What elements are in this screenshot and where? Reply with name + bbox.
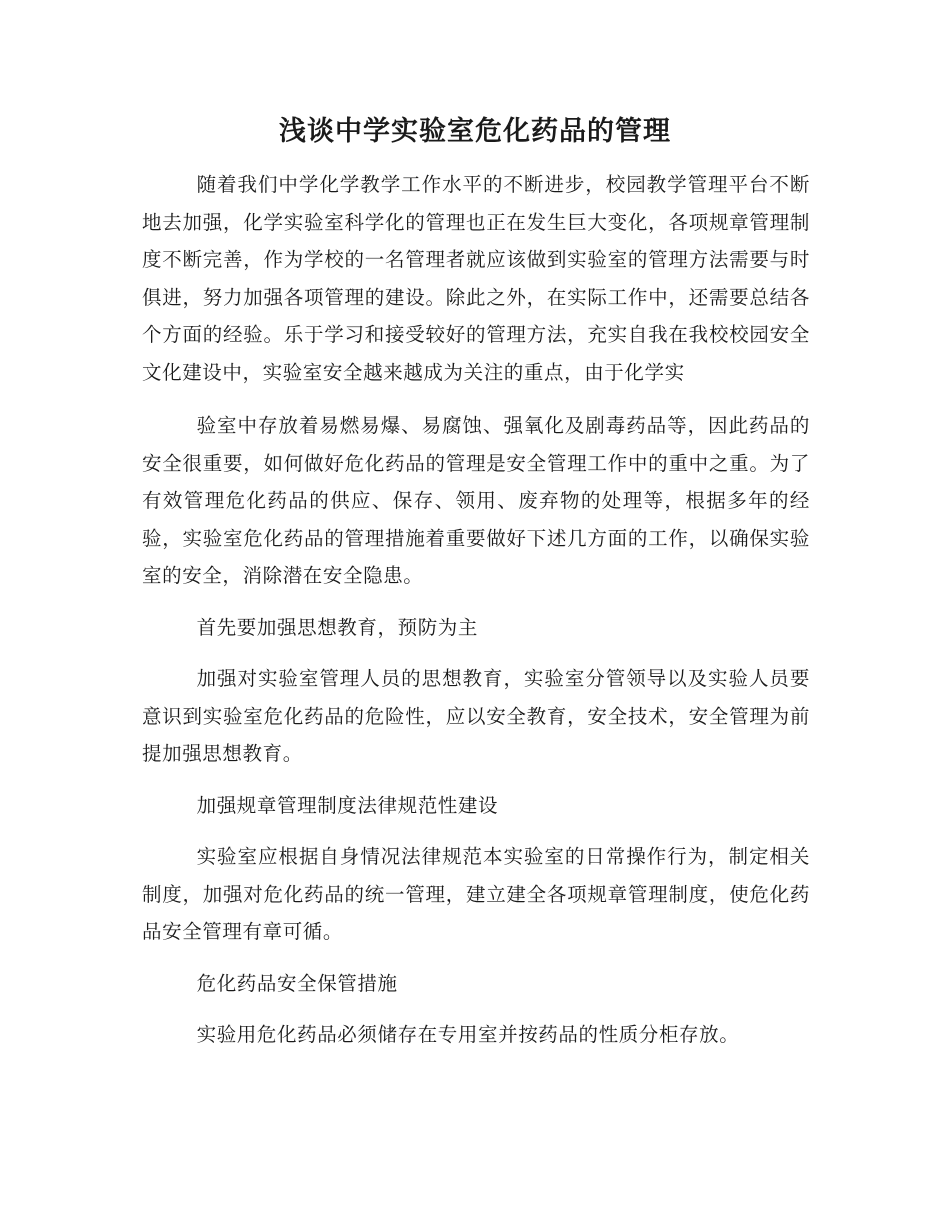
paragraph-storage: 实验用危化药品必须储存在专用室并按药品的性质分柜存放。 — [196, 1023, 740, 1046]
paragraph-intro: 随着我们中学化学教学工作水平的不断进步，校园教学管理平台不断地去加强，化学实验室科学化的管理也正在发生巨大变化，各项规章管理制度不断完善，作为学校的一名管理者就应该做到实验室的管理方法需要与时俱进，努力加强各项管理的建设。除此之外，在实际工作中，还需要总结各个方面的经验。乐于学习和接受较好的管理方法，充实自我在我校校园安全文化建设中，实验室安全越来越成为关注的重点，由于化学实 — [142, 173, 810, 384]
section-heading-education: 首先要加强思想教育，预防为主 — [196, 615, 478, 639]
document-body — [142, 166, 810, 1054]
section-heading-storage: 危化药品安全保管措施 — [196, 971, 398, 995]
paragraph-hazards: 验室中存放着易燃易爆、易腐蚀、强氧化及剧毒药品等，因此药品的安全很重要，如何做好危化药品的管理是安全管理工作中的重中之重。为了有效管理危化药品的供应、保存、领用、废弃物的处理等，根据多年的经验，实验室危化药品的管理措施着重要做好下述几方面的工作，以确保实验室的安全，消除潜在安全隐患。 — [142, 414, 810, 587]
paragraph-regulations: 实验室应根据自身情况法律规范本实验室的日常操作行为，制定相关制度，加强对危化药品的统一管理，建立建全各项规章管理制度，使危化药品安全管理有章可循。 — [142, 845, 810, 943]
paragraph-education: 加强对实验室管理人员的思想教育，实验室分管领导以及实验人员要意识到实验室危化药品的危险性，应以安全教育，安全技术，安全管理为前提加强思想教育。 — [142, 667, 810, 765]
document-title: 浅谈中学实验室危化药品的管理 — [279, 116, 671, 147]
section-heading-regulations: 加强规章管理制度法律规范性建设 — [196, 793, 499, 817]
